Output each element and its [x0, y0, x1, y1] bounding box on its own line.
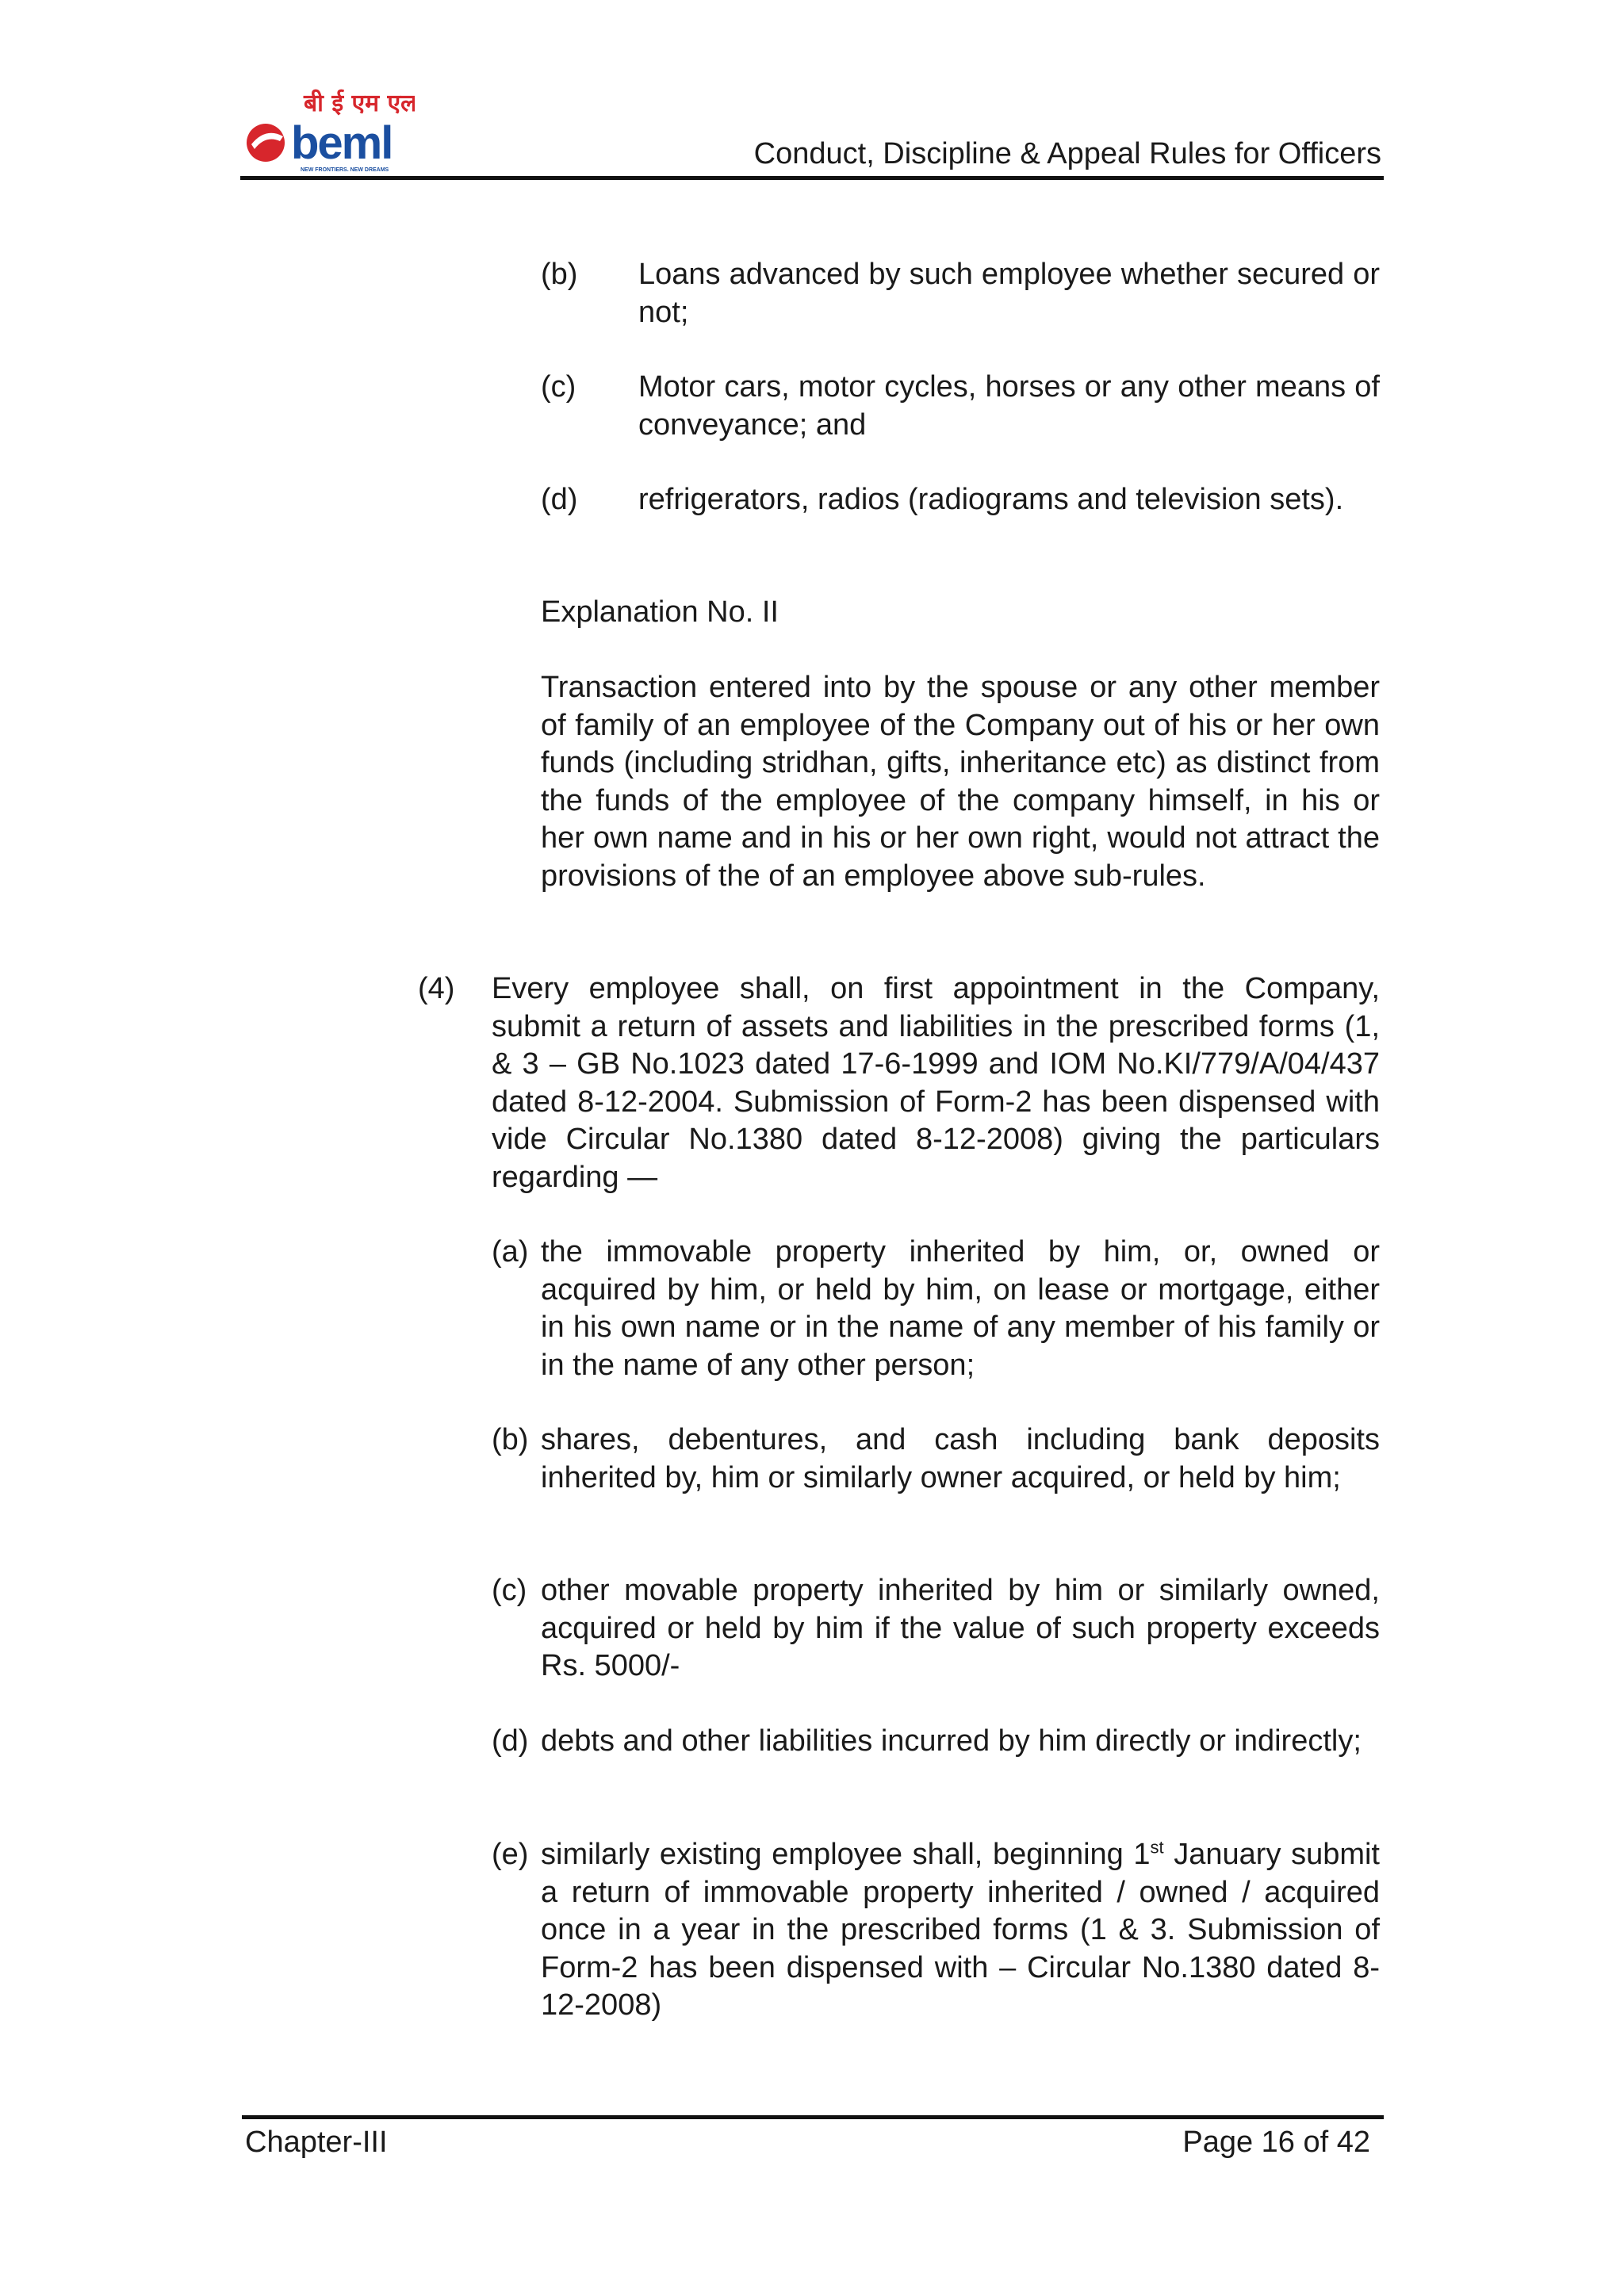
explanation-heading: Explanation No. II [541, 595, 779, 629]
rule-text: Every employee shall, on first appointment in the Company, submit a return of assets and liabilities in the prescribed forms (1, & 3 – GB No.1023 dated 17-6-1999 and IOM No.KI/779/A/04/437 dated 8-12-2004. Submission of Form-2 has been dispensed with vide Circular No.1380 dated 8-12-2008) giving the particulars regarding — [492, 972, 1380, 1194]
list-item: debts and other liabilities incurred by him directly or indirectly; [541, 1724, 1362, 1758]
item-marker: (c) [541, 370, 576, 404]
beml-logo [242, 86, 415, 174]
header-title: Conduct, Discipline & Appeal Rules for Officers [753, 137, 1381, 170]
item-marker: (d) [541, 483, 578, 516]
item-marker: (b) [541, 258, 578, 291]
logo-brand-text: beml [291, 117, 393, 169]
logo-tagline: NEW FRONTIERS. NEW DREAMS [301, 167, 389, 173]
list-item: shares, debentures, and cash including bank deposits inherited by, him or similarly owner acquired, or held by him; [541, 1423, 1380, 1494]
item-marker: (d) [492, 1724, 529, 1758]
footer-chapter: Chapter-III [245, 2126, 388, 2159]
list-item [541, 1836, 1380, 2025]
rule-marker: (4) [418, 972, 455, 1005]
header-rule [240, 176, 1384, 180]
list-item: Loans advanced by such employee whether secured or not; [638, 258, 1380, 329]
list-item: the immovable property inherited by him, or, owned or acquired by him, or held by him, on lease or mortgage, either in his own name or in the name of any member of his family or in the name of any other person; [541, 1235, 1380, 1382]
list-item: other movable property inherited by him or similarly owned, acquired or held by him if the value of such property exceeds Rs. 5000/- [541, 1574, 1380, 1682]
list-item: refrigerators, radios (radiograms and television sets). [638, 483, 1344, 516]
item-marker: (e) [492, 1838, 529, 1871]
logo-hindi-text: बी ई एम एल [304, 90, 415, 117]
list-item: Motor cars, motor cycles, horses or any other means of conveyance; and [638, 370, 1380, 442]
footer-page-number: Page 16 of 42 [1182, 2126, 1370, 2159]
logo-emblem-icon [247, 124, 285, 162]
item-marker: (c) [492, 1574, 527, 1607]
explanation-text: Transaction entered into by the spouse or any other member of family of an employee of the Company out of his or her own funds (including stridhan, gifts, inheritance etc) as distinct from the funds of the employee of the company himself, in his or her own name and in his or her own right, would not attract the provisions of the of an employee above sub-rules. [541, 671, 1380, 893]
item-text-part: similarly existing employee shall, beginning 1 [541, 1838, 1151, 1871]
item-text-part: January submit a return of immovable property inherited / owned / acquired once in a year in the prescribed forms (1 & 3. Submission of Form-2 has been dispensed with – Circular No.1380 dated 8-12-2008) [541, 1838, 1380, 2022]
ordinal-superscript: st [1150, 1837, 1164, 1858]
footer-rule [242, 2115, 1384, 2119]
item-marker: (b) [492, 1423, 529, 1456]
item-marker: (a) [492, 1235, 529, 1269]
